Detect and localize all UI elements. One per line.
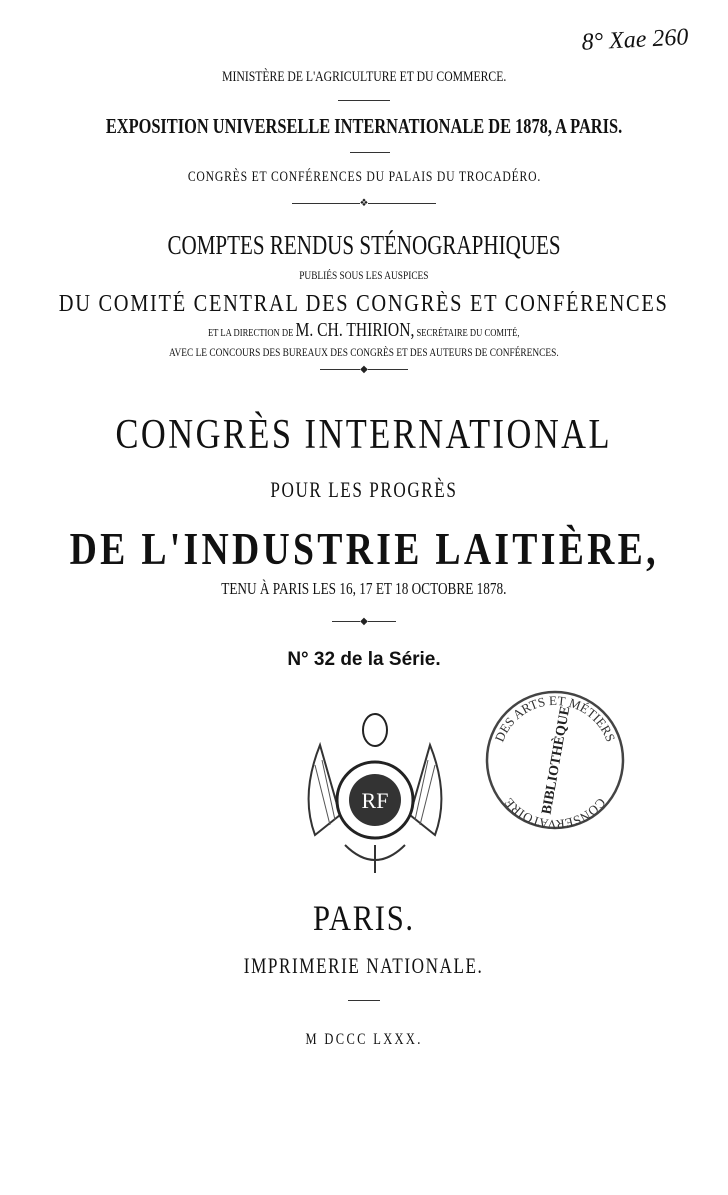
svg-text:BIBLIOTHÈQUE: BIBLIOTHÈQUE: [539, 704, 574, 816]
ornament-divider: ◆: [0, 364, 728, 375]
library-stamp: [480, 685, 630, 835]
congres-international-title: CONGRÈS INTERNATIONAL: [115, 412, 613, 458]
comite-line: DU COMITÉ CENTRAL DES CONGRÈS ET CONFÉRENCES: [59, 291, 669, 317]
congres-palais-line: CONGRÈS ET CONFÉRENCES DU PALAIS DU TROCADÉRO.: [187, 169, 541, 185]
exposition-line: EXPOSITION UNIVERSELLE INTERNATIONALE DE 1878, A PARIS.: [105, 114, 623, 138]
ministry-line: MINISTÈRE DE L'AGRICULTURE ET DU COMMERCE.: [221, 69, 507, 85]
svg-text:CONSERVATOIRE: CONSERVATOIRE: [501, 795, 609, 833]
republic-emblem: [300, 705, 450, 875]
ornament-divider: ◆: [0, 616, 728, 627]
publies-line: PUBLIÉS SOUS LES AUSPICES: [299, 268, 429, 282]
direction-line: ET LA DIRECTION DE M. CH. THIRION, SECRÉTAIRE DU COMITÉ,: [208, 319, 520, 341]
concours-line: AVEC LE CONCOURS DES BUREAUX DES CONGRÈS ET DES AUTEURS DE CONFÉRENCES.: [169, 345, 559, 359]
tenu-line: TENU À PARIS LES 16, 17 ET 18 OCTOBRE 1878.: [221, 579, 507, 598]
divider: [338, 100, 390, 101]
svg-text:DES ARTS ET MÉTIERS: DES ARTS ET MÉTIERS: [491, 692, 619, 744]
publication-year: M DCCC LXXX.: [305, 1031, 423, 1048]
city: PARIS.: [313, 898, 415, 938]
pour-line: POUR LES PROGRÈS: [270, 477, 458, 502]
industrie-title: DE L'INDUSTRIE LAITIÈRE,: [69, 523, 659, 574]
svg-text:RF: RF: [361, 788, 389, 813]
divider: [348, 1000, 380, 1001]
ornament-divider: ❖: [0, 198, 728, 209]
comptes-rendus-title: COMPTES RENDUS STÉNOGRAPHIQUES: [167, 230, 561, 260]
divider: [350, 152, 390, 153]
printer: IMPRIMERIE NATIONALE.: [244, 953, 484, 978]
handwritten-shelfmark: 8° Xae 260: [580, 24, 690, 56]
serie-number: N° 32 de la Série.: [287, 649, 441, 670]
